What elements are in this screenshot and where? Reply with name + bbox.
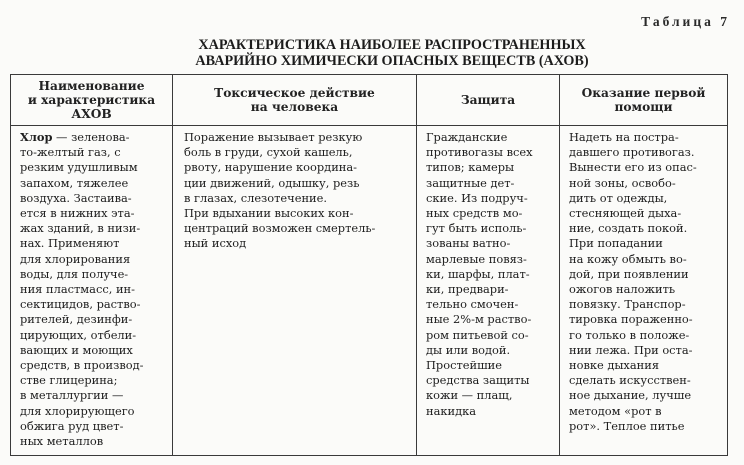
text-line: типов; камеры bbox=[426, 160, 515, 175]
text-line: марлевые повяз- bbox=[426, 251, 527, 266]
text-line: ных средств мо- bbox=[426, 206, 523, 221]
text-line: Гражданские bbox=[426, 130, 508, 144]
text-line: центраций возможен смертель- bbox=[184, 221, 376, 236]
text-line: в металлургии — bbox=[20, 388, 124, 403]
text-line: ки, предвари- bbox=[426, 282, 509, 297]
text-line: то-желтый газ, с bbox=[20, 145, 121, 160]
text-line: ное дыхание, лучше bbox=[569, 388, 692, 403]
text-line: средства защиты bbox=[426, 373, 530, 388]
cell-toxic-effect bbox=[173, 126, 417, 456]
text-line: обжига руд цвет- bbox=[20, 418, 124, 433]
text-line: жах зданий, в низи- bbox=[20, 221, 141, 236]
text-line: гут быть исполь- bbox=[426, 221, 527, 236]
text-line: защитные дет- bbox=[426, 175, 515, 190]
header-toxic-effect bbox=[173, 75, 417, 126]
table-number-label: Таблица 7 bbox=[641, 14, 730, 29]
text-line: Простейшие bbox=[426, 358, 503, 373]
text-line: дой, при появлении bbox=[569, 266, 689, 281]
text-line: При вдыхании высоких кон- bbox=[184, 206, 354, 221]
cell-first-line bbox=[20, 130, 166, 145]
text-line: При попадании bbox=[569, 236, 663, 251]
text-line: резким удушливым bbox=[20, 160, 138, 175]
header-name-and-characteristics bbox=[11, 75, 173, 126]
substance-name: Хлор bbox=[20, 130, 53, 144]
header-line: и характеристика bbox=[27, 93, 156, 107]
text-line: в глазах, слезотечение. bbox=[184, 190, 327, 205]
text-line: вающих и моющих bbox=[20, 342, 133, 357]
substance-description bbox=[20, 145, 166, 449]
substance-description-start: — зеленова- bbox=[52, 130, 130, 144]
header-line: Защита bbox=[460, 93, 516, 107]
text-line: кожи — плащ, bbox=[426, 388, 513, 403]
text-line: ные 2%-м раство- bbox=[426, 312, 532, 327]
text-line: воздуха. Застаива- bbox=[20, 190, 132, 205]
text-line: рот». Теплое питье bbox=[569, 418, 685, 433]
text-line: нах. Применяют bbox=[20, 236, 120, 251]
text-line: ный исход bbox=[184, 236, 247, 251]
text-line: Поражение вызывает резкую bbox=[184, 130, 363, 144]
cell-name-and-characteristics bbox=[11, 126, 173, 456]
table-title bbox=[0, 37, 744, 69]
text-line: ром питьевой со- bbox=[426, 327, 529, 342]
text-line: методом «рот в bbox=[569, 403, 662, 418]
cell-first-aid bbox=[560, 126, 728, 456]
header-line: Токсическое действие bbox=[214, 86, 375, 100]
text-line: накидка bbox=[426, 403, 477, 418]
text-line: цирующих, отбели- bbox=[20, 327, 137, 342]
text-line: сделать искусствен- bbox=[569, 373, 691, 388]
text-line: рителей, дезинфи- bbox=[20, 312, 133, 327]
text-line: средств, в производ- bbox=[20, 358, 144, 373]
text-line: Надеть на постра- bbox=[569, 130, 679, 144]
text-line: для хлорирования bbox=[20, 251, 131, 266]
table-title-line-2: АВАРИЙНО ХИМИЧЕСКИ ОПАСНЫХ ВЕЩЕСТВ (АХОВ) bbox=[195, 53, 589, 69]
header-line: АХОВ bbox=[71, 107, 112, 121]
text-line: зованы ватно- bbox=[426, 236, 511, 251]
header-line: помощи bbox=[614, 100, 673, 114]
text-line: ной зоны, освобо- bbox=[569, 175, 676, 190]
text-line: давшего противогаз. bbox=[569, 145, 695, 160]
table-header-row bbox=[11, 75, 728, 126]
text-line: Вынести его из опас- bbox=[569, 160, 697, 175]
text-line: рвоту, нарушение координа- bbox=[184, 160, 358, 175]
text-line: противогазы всех bbox=[426, 145, 533, 160]
header-line: Оказание первой bbox=[581, 86, 706, 100]
text-line: ды или водой. bbox=[426, 342, 511, 357]
cell-protection bbox=[417, 126, 560, 456]
header-line: на человека bbox=[250, 100, 339, 114]
text-line: сектицидов, раство- bbox=[20, 297, 141, 312]
text-line: ции движений, одышку, резь bbox=[184, 175, 360, 190]
text-line: тировка пораженно- bbox=[569, 312, 693, 327]
text-line: ские. Из подруч- bbox=[426, 190, 528, 205]
header-protection bbox=[417, 75, 560, 126]
text-line: ки, шарфы, плат- bbox=[426, 266, 530, 281]
header-first-aid bbox=[560, 75, 728, 126]
header-line: Наименование bbox=[38, 79, 145, 93]
text-line: стве глицерина; bbox=[20, 373, 118, 388]
text-line: го только в положе- bbox=[569, 327, 690, 342]
text-line: запахом, тяжелее bbox=[20, 175, 129, 190]
text-line: для хлорирующего bbox=[20, 403, 135, 418]
text-line: дить от одежды, bbox=[569, 190, 668, 205]
text-line: ных металлов bbox=[20, 434, 104, 449]
text-line: ние, создать покой. bbox=[569, 221, 688, 236]
text-line: ожогов наложить bbox=[569, 282, 676, 297]
text-line: на кожу обмыть во- bbox=[569, 251, 687, 266]
text-line: повязку. Транспор- bbox=[569, 297, 686, 312]
table-row-chlorine bbox=[11, 126, 728, 456]
text-line: новке дыхания bbox=[569, 358, 660, 373]
table-title-line-1: ХАРАКТЕРИСТИКА НАИБОЛЕЕ РАСПРОСТРАНЕННЫХ bbox=[198, 37, 586, 53]
text-line: воды, для получе- bbox=[20, 266, 129, 281]
text-line: тельно смочен- bbox=[426, 297, 519, 312]
text-line: ния пластмасс, ин- bbox=[20, 282, 135, 297]
text-line: боль в груди, сухой кашель, bbox=[184, 145, 353, 160]
text-line: ется в нижних эта- bbox=[20, 206, 135, 221]
text-line: стесняющей дыха- bbox=[569, 206, 682, 221]
text-line: нии лежа. При оста- bbox=[569, 342, 693, 357]
ahov-characteristics-table bbox=[10, 74, 728, 456]
